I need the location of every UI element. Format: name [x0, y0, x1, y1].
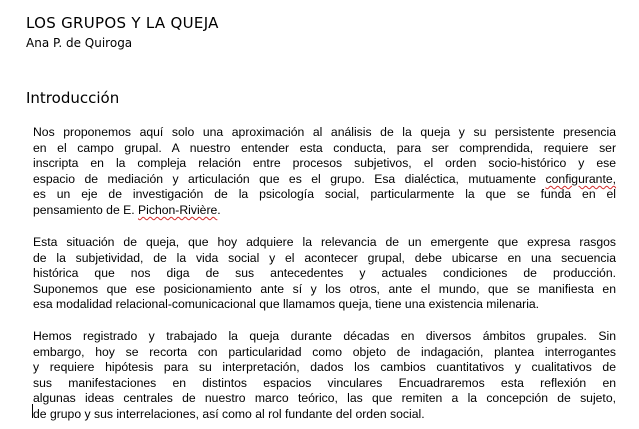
text-line: en el campo grupal. A nuestro entender esta conducta, para ser comprendida, requiere ser	[33, 140, 616, 155]
text-line: sus manifestaciones en distintos espacios vinculares Encuadraremos esta reflexión en	[33, 375, 616, 390]
text-line: Hemos registrado y trabajado la queja durante décadas en diversos ámbitos grupales. Sin	[33, 329, 616, 343]
paragraph-2[interactable]	[33, 235, 616, 313]
text-line	[33, 203, 616, 219]
document-title: LOS GRUPOS Y LA QUEJA	[26, 14, 219, 32]
paragraph-3[interactable]	[33, 329, 616, 423]
text-line: esa modalidad relacional-comunicacional que llamamos queja, tiene una existencia milenaria.	[33, 297, 540, 312]
text-line: es un eje de investigación de la psicología social, particularmente la que se funda en el	[33, 187, 616, 202]
text-line: embargo, hoy se recorta con particularidad como objeto de indagación, plantea interrogantes	[33, 344, 616, 359]
text-line	[33, 172, 616, 188]
text-line: Suponemos que ese posicionamiento ante sí y los otros, ante el mundo, que se manifiesta en	[33, 281, 616, 296]
text-line: y requiere hipótesis para su interpretación, dados los cambios cuantitativos y cualitativos de	[33, 360, 616, 375]
text-line: de grupo y sus interrelaciones, así como al rol fundante del orden social.	[33, 406, 425, 421]
text-line: inscripta en la compleja relación entre procesos subjetivos, el orden socio-histórico y ese	[33, 156, 616, 171]
spellcheck-flagged-word: configurante,	[545, 171, 617, 186]
text-line-segment: .	[217, 202, 221, 217]
text-line-segment: pensamiento de E.	[33, 202, 135, 217]
text-line: de la subjetividad, de la vida social y el acontecer grupal, debe ubicarse en una secuencia	[33, 250, 616, 265]
spellcheck-flagged-word: Pichon-Rivière	[138, 202, 218, 217]
paragraph-1[interactable]	[33, 125, 616, 219]
section-heading: Introducción	[26, 89, 120, 107]
text-line: histórica que nos diga de sus antecedentes y actuales condiciones de producción.	[33, 266, 616, 281]
document-author: Ana P. de Quiroga	[26, 36, 133, 50]
text-line: algunas ideas centrales de nuestro marco teórico, las que remiten a la concepción de sujeto,	[33, 391, 616, 406]
text-line: Nos proponemos aquí solo una aproximación al análisis de la queja y su persistente presencia	[33, 125, 616, 139]
text-line: Esta situación de queja, que hoy adquiere la relevancia de un emergente que expresa rasgos	[33, 235, 616, 249]
text-cursor	[32, 404, 33, 418]
text-line-segment: espacio de mediación y articulación que es el grupo. Esa dialéctica, mutuamente	[33, 171, 537, 186]
